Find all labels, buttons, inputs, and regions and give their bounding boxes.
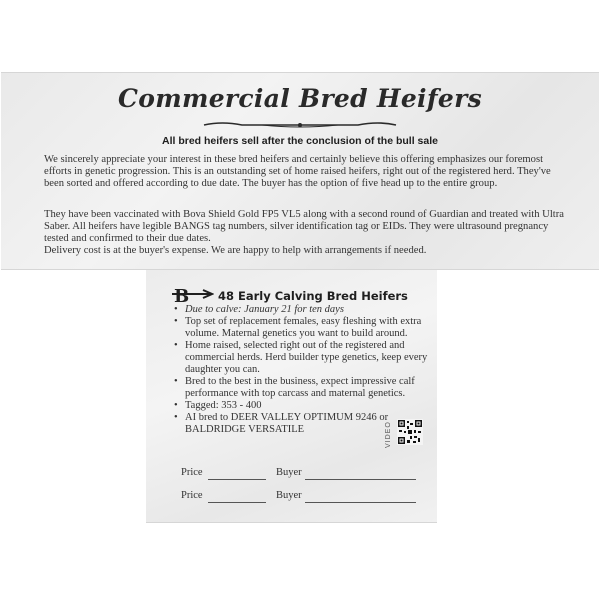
list-item: • Due to calve: January 21 for ten days [174, 304, 344, 315]
delivery-paragraph: Delivery cost is at the buyer's expense. We are happy to help with arrangements if needed. [44, 245, 427, 256]
ranch-logo [170, 284, 214, 306]
lot-title: 48 Early Calving Bred Heifers [218, 289, 408, 303]
list-item: • Tagged: 353 - 400 [174, 400, 262, 411]
buyer-field[interactable] [305, 502, 416, 503]
price-label: Price [181, 467, 203, 478]
intro-paragraph: We sincerely appreciate your interest in these bred heifers and certainly believe this offering emphasizes our foremost efforts in genetic progression. This is an outstanding set of home raised heifers, right out of the registered herd. They've been sorted and offered according to due date. The buyer has the option of five head up to the entire group. [44, 154, 551, 190]
price-label: Price [181, 490, 203, 501]
flourish-divider [202, 120, 398, 130]
list-item: • Home raised, selected right out of the registered and commercial herds. Herd builder type genetics, keep every daughter you can. [174, 340, 428, 375]
list-item: • Top set of replacement females, easy fleshing with extra volume. Maternal genetics you want to build around. [174, 316, 422, 339]
list-item: • AI bred to DEER VALLEY OPTIMUM 9246 or BALDRIDGE VERSATILE [174, 412, 389, 435]
buyer-label: Buyer [276, 467, 302, 478]
page-title: Commercial Bred Heifers [118, 84, 482, 113]
sale-subtitle: All bred heifers sell after the conclusion of the bull sale [162, 135, 438, 147]
buyer-label: Buyer [276, 490, 302, 501]
buyer-field[interactable] [305, 479, 416, 480]
list-item: • Bred to the best in the business, expect impressive calf performance with top carcass and maternal genetics. [174, 376, 415, 399]
price-field[interactable] [208, 502, 266, 503]
logo-letter: B [174, 286, 190, 306]
vaccination-paragraph: They have been vaccinated with Bova Shield Gold FP5 VL5 along with a second round of Guardian and treated with Ultra Saber. All heifers have legible BANGS tag numbers, silver identification tag or EIDs. They were ultrasound pregnancy tested and confirmed to their due dates. [44, 209, 564, 245]
lot-details-list [174, 304, 430, 436]
price-field[interactable] [208, 479, 266, 480]
video-label: VIDEO [385, 421, 392, 448]
qr-code-icon[interactable] [397, 419, 423, 445]
